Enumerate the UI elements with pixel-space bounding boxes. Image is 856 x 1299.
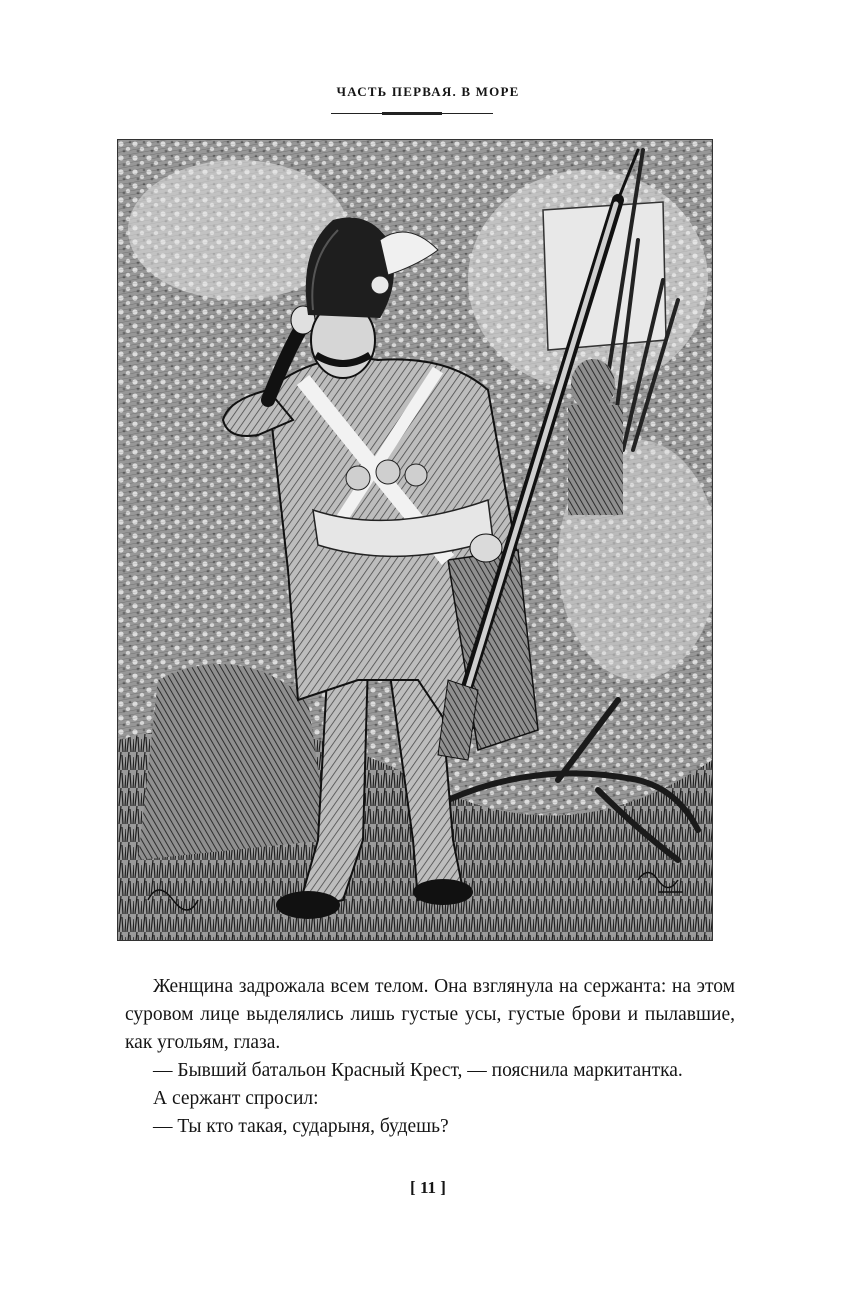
page-number: [ 11 ]: [410, 1178, 446, 1197]
body-text: [125, 973, 735, 1141]
engraving-illustration: [117, 139, 713, 941]
paragraph: — Ты кто такая, сударыня, будешь?: [153, 1116, 449, 1137]
paragraph: А сержант спросил:: [153, 1088, 319, 1109]
header-rule-accent: [382, 112, 442, 115]
running-title: ЧАСТЬ ПЕРВАЯ. В МОРЕ: [336, 84, 520, 99]
paragraph: Женщина задрожала всем телом. Она взглянула на сержанта: на этом суровом лице выделялись лишь густые усы, густые брови и пылавшие, как угольям, глаза.: [125, 976, 735, 1053]
paragraph: — Бывший батальон Красный Крест, — пояснила маркитантка.: [153, 1060, 683, 1081]
